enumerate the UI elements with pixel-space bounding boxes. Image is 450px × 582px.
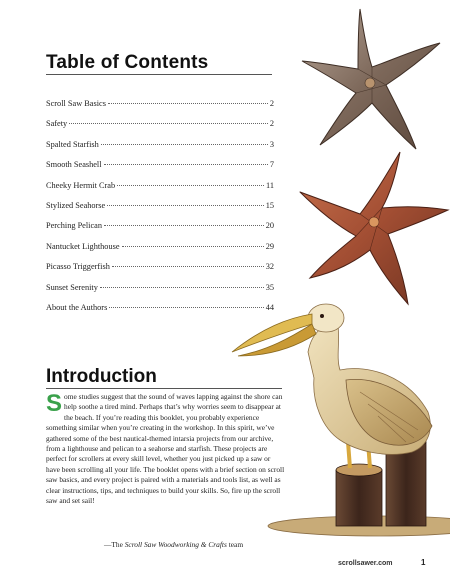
toc-entry-page: 20 xyxy=(265,221,274,231)
intro-heading: Introduction xyxy=(46,366,157,387)
toc-entry xyxy=(46,160,274,180)
toc-entry-title: Smooth Seashell xyxy=(46,160,102,170)
signature-suffix: team xyxy=(226,540,244,549)
toc-entry-page: 7 xyxy=(269,160,274,170)
toc-entry-page: 32 xyxy=(265,262,274,272)
toc-entry xyxy=(46,119,274,139)
toc-entry xyxy=(46,140,274,160)
toc-entry-title: Spalted Starfish xyxy=(46,139,99,149)
footer-page-number: 1 xyxy=(421,558,426,567)
toc-entry-title: About the Authors xyxy=(46,302,108,312)
toc-entry-title: Picasso Triggerfish xyxy=(46,262,110,272)
toc-entry-title: Scroll Saw Basics xyxy=(46,99,106,108)
toc-entry-title: Perching Pelican xyxy=(46,221,102,231)
pelican-illustration xyxy=(228,292,450,542)
toc-entry xyxy=(46,262,274,282)
toc-entry-title: Safety xyxy=(46,119,68,129)
toc-entry-page: 44 xyxy=(265,302,274,312)
toc-entry xyxy=(46,181,274,201)
toc-entry-page: 15 xyxy=(265,200,274,210)
toc-entry-page: 2 xyxy=(269,99,274,108)
toc-heading: Table of Contents xyxy=(46,52,209,73)
toc-leader-dots xyxy=(100,287,264,288)
intro-dropcap: S xyxy=(46,390,63,417)
starfish-top-illustration xyxy=(298,5,448,155)
toc-entry-title: Cheeky Hermit Crab xyxy=(46,180,116,190)
signature-prefix: —The xyxy=(104,540,125,549)
toc-entry-title: Stylized Seahorse xyxy=(46,200,106,210)
toc-leader-dots xyxy=(108,103,268,104)
toc-entry xyxy=(46,242,274,262)
toc-entry-title: Nantucket Lighthouse xyxy=(46,241,120,251)
toc-list xyxy=(46,99,274,323)
toc-entry xyxy=(46,99,274,119)
toc-heading-rule xyxy=(46,74,272,75)
intro-body-text: ome studies suggest that the sound of waves lapping against the shore can help soothe a tired mind. Perhaps that’s why worries seem to disappear at the beach. If you’re reading this booklet, you probably experience something similar when you’re creating in the workshop. In this spirit, we’ve gathered some of the best nautical-themed intarsia projects from our archive, from a lighthouse and pelican to a seahorse and starfish. These projects are perfect for scrollers at every skill level, whether you just picked up a saw or have been scrolling all your life. The booklet opens with a brief section on scroll saw basics, and every project is paired with a materials and tools list, as well as clear instructions, tips, and techniques to build your skills. So, fire up the scroll saw and set sail! xyxy=(46,392,285,506)
toc-entry-page: 35 xyxy=(265,282,274,292)
toc-entry-page: 29 xyxy=(265,241,274,251)
toc-entry-page: 3 xyxy=(269,139,274,149)
toc-leader-dots xyxy=(101,144,268,145)
toc-leader-dots xyxy=(104,164,268,165)
toc-leader-dots xyxy=(69,123,268,124)
starfish-bottom-illustration xyxy=(296,150,450,310)
toc-leader-dots xyxy=(117,185,264,186)
toc-entry xyxy=(46,221,274,241)
intro-signature xyxy=(104,540,243,549)
toc-leader-dots xyxy=(107,205,263,206)
toc-entry-title: Sunset Serenity xyxy=(46,282,98,292)
toc-leader-dots xyxy=(112,266,264,267)
footer-website: scrollsawer.com xyxy=(338,560,393,567)
toc-entry-page: 11 xyxy=(266,180,274,190)
toc-entry-page: 2 xyxy=(269,119,274,129)
toc-leader-dots xyxy=(104,225,264,226)
toc-entry xyxy=(46,201,274,221)
toc-leader-dots xyxy=(122,246,264,247)
signature-magazine: Scroll Saw Woodworking & Crafts xyxy=(124,540,227,549)
